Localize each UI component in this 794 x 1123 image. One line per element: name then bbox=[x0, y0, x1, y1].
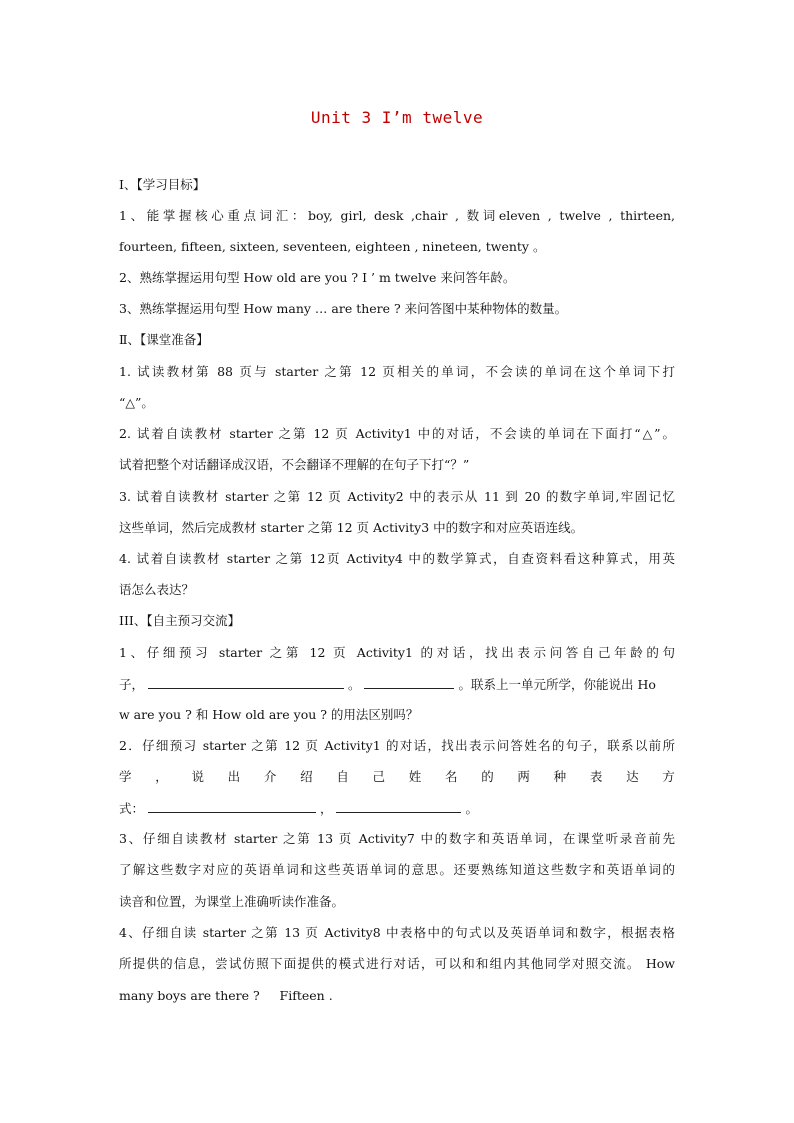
section-2-heading: Ⅱ、【课堂准备】 bbox=[119, 332, 209, 347]
section-3-item-2-line-3 bbox=[119, 798, 675, 819]
section-1-item-3: 3、熟练掌握运用句型 How many … are there ? 来问答图中某种物体的数量。 bbox=[119, 301, 568, 316]
section-3-item-1-line-3: w are you ? 和 How old are you ? 的用法区别吗？ bbox=[119, 707, 419, 722]
answer-prefix: 式： bbox=[119, 801, 145, 816]
section-3-item-4-line-1: 4、仔细自读 starter 之第 13 页 Activity8 中表格中的句式以及英语单词和数字，根据表格 bbox=[119, 925, 675, 940]
section-3-item-2-line-1: 2．仔细预习 starter 之第 12 页 Activity1 的对话，找出表示问答姓名的句子，联系以前所 bbox=[119, 738, 675, 753]
answer-separator: ， bbox=[319, 801, 333, 816]
section-3-item-1-line-1: 1、仔细预习 starter 之第 12 页 Activity1 的对话，找出表示问答自己年龄的句 bbox=[119, 645, 675, 660]
section-2-item-2-line-1: 2. 试着自读教材 starter 之第 12 页 Activity1 中的对话，不会读的单词在下面打“△”。 bbox=[119, 426, 675, 441]
section-3-item-3-line-1: 3、仔细自读教材 starter 之第 13 页 Activity7 中的数字和英语单词，在课堂听录音前先 bbox=[119, 831, 675, 846]
answer-blank-2[interactable] bbox=[364, 674, 454, 689]
answer-separator: 。 bbox=[347, 677, 361, 692]
section-2-item-1-line-2: “△”。 bbox=[119, 395, 154, 410]
answer-prefix: 子， bbox=[119, 677, 145, 692]
section-3-item-4-line-2: 所提供的信息，尝试仿照下面提供的模式进行对话，可以和和组内其他同学对照交流。 How bbox=[119, 956, 675, 971]
answer-blank-1[interactable] bbox=[148, 674, 344, 689]
section-2-item-2-line-2: 试着把整个对话翻译成汉语，不会翻译不理解的在句子下打“？” bbox=[119, 457, 470, 472]
section-1-item-1-line-1: 1、能掌握核心重点词汇：boy, girl, desk ,chair , 数词eleven , twelve , thirteen, bbox=[119, 208, 675, 223]
answer-suffix: 。联系上一单元所学，你能说出 Ho bbox=[458, 677, 656, 692]
section-3-item-1-line-2 bbox=[119, 674, 675, 695]
section-3-item-3-line-3: 读音和位置，为课堂上准确听读作准备。 bbox=[119, 894, 345, 909]
section-2-item-3-line-1: 3. 试着自读教材 starter 之第 12 页 Activity2 中的表示从 11 到 20 的数字单词,牢固记忆 bbox=[119, 489, 675, 504]
answer-blank-3[interactable] bbox=[148, 798, 316, 813]
answer-blank-4[interactable] bbox=[336, 798, 461, 813]
section-2-item-1-line-1: 1. 试读教材第 88 页与 starter 之第 12 页相关的单词，不会读的单词在这个单词下打 bbox=[119, 364, 675, 379]
section-3-heading: III、【自主预习交流】 bbox=[119, 613, 241, 628]
section-2-item-3-line-2: 这些单词，然后完成教材 starter 之第 12 页 Activity3 中的数字和对应英语连线。 bbox=[119, 520, 584, 535]
section-3-item-4-line-3: many boys are there ? Fifteen . bbox=[119, 988, 333, 1003]
section-1-item-1-line-2: fourteen, fifteen, sixteen, seventeen, eighteen , nineteen, twenty 。 bbox=[119, 239, 546, 254]
section-1-heading: Ⅰ、【学习目标】 bbox=[119, 177, 206, 192]
section-3-item-3-line-2: 了解这些数字对应的英语单词和这些英语单词的意思。还要熟练知道这些数字和英语单词的 bbox=[119, 862, 675, 877]
section-2-item-4-line-1: 4. 试着自读教材 starter 之第 12页 Activity4 中的数学算式，自查资料看这种算式，用英 bbox=[119, 551, 675, 566]
section-2-item-4-line-2: 语怎么表达？ bbox=[119, 582, 195, 597]
page-title: Unit 3 I’m twelve bbox=[310, 108, 484, 127]
section-3-item-2-line-2: 学 ， 说 出 介 绍 自 己 姓 名 的 两 种 表 达 方 bbox=[119, 769, 675, 784]
section-1-item-2: 2、熟练掌握运用句型 How old are you ? I ’ m twelve 来问答年龄。 bbox=[119, 270, 516, 285]
answer-suffix: 。 bbox=[465, 801, 478, 816]
